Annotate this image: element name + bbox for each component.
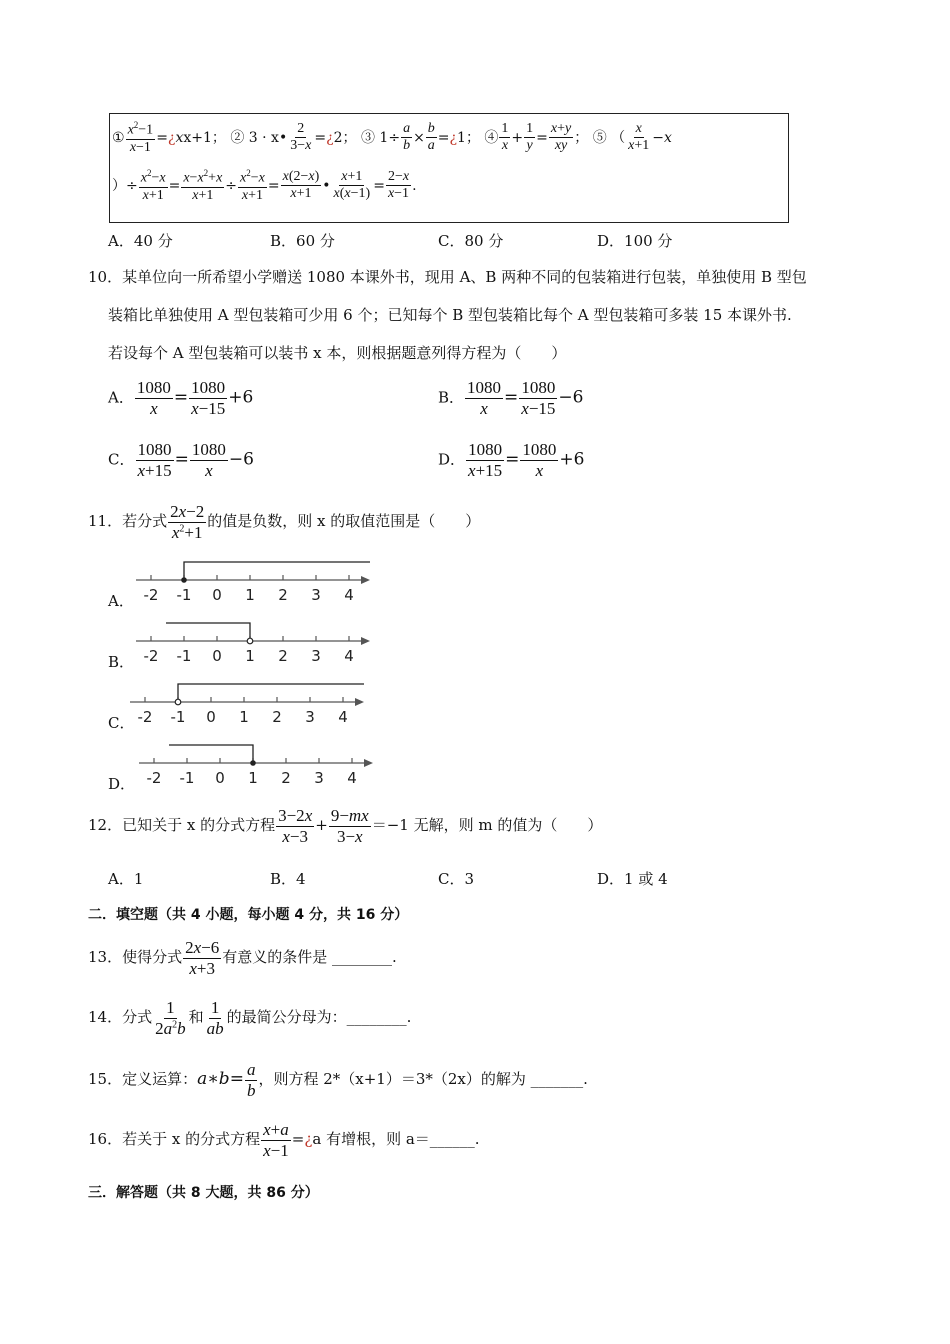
q10-line2: 装箱比单独使用 A 型包装箱可少用 6 个；已知每个 B 型包装箱比每个 A 型包装箱可多装 15 本课外书. bbox=[108, 306, 792, 324]
q9-option-b[interactable]: B．60 分 bbox=[270, 232, 335, 250]
q13: 13．使得分式 $\frac{2x-6}{x+3}$ 有意义的条件是 ________. bbox=[88, 938, 397, 978]
q9-option-a[interactable]: A．40 分 bbox=[108, 232, 173, 250]
tick-label: 1 bbox=[248, 769, 258, 787]
tick-label: 0 bbox=[215, 769, 225, 787]
tick-label: 4 bbox=[347, 769, 357, 787]
q10-option-a[interactable]: A． $\frac{1080}{x}$ = $\frac{1080}{x-15}$ +6 bbox=[108, 378, 254, 418]
q9-option-d[interactable]: D．100 分 bbox=[597, 232, 673, 250]
section-answer-heading: 三．解答题（共 8 大题，共 86 分） bbox=[88, 1185, 319, 1201]
q10-option-d[interactable]: D． $\frac{1080}{x+15}$ = $\frac{1080}{x}$ +6 bbox=[438, 440, 585, 480]
tick-label: 1 bbox=[239, 708, 249, 726]
q14: 14．分式 $\frac{1}{2a^2b}$ 和 $\frac{1}{ab}$ 的最简公分母为：________. bbox=[88, 998, 412, 1038]
q10-option-b[interactable]: B． $\frac{1080}{x}$ = $\frac{1080}{x-15}$ −6 bbox=[438, 378, 584, 418]
tick-label: -1 bbox=[176, 586, 192, 604]
tick-label: 2 bbox=[272, 708, 282, 726]
q12-option-c[interactable]: C．3 bbox=[438, 870, 475, 888]
tick-label: -1 bbox=[176, 647, 192, 665]
q11-numberline-c bbox=[124, 680, 374, 730]
q9-box-line1: ① $\frac{x^2-1}{x-1}$ =¿xx+1； ② 3 · x• $\frac{2}{3-x}$ =¿2； ③ 1÷ $\frac{a}{b}$ × $\frac{b}{a}$ =¿1； ④ $\frac{1}{x}$ + $\frac{1}{y}$ = $\frac{x+y}{xy}$ ； ⑤ （ $\frac{x}{x+1}$ −x bbox=[112, 120, 672, 155]
q12-stem: 12．已知关于 x 的分式方程 $\frac{3-2x}{x-3}$ + $\frac{9-mx}{3-x}$ ＝−1 无解，则 m 的值为（ ） bbox=[88, 806, 603, 846]
q11-stem: 11．若分式 $\frac{2x-2}{x^2+1}$ 的值是负数，则 x 的取值范围是（ ） bbox=[88, 502, 481, 542]
q16: 16．若关于 x 的分式方程 $\frac{x+a}{x-1}$ =¿a 有增根，则 a＝______. bbox=[88, 1120, 480, 1160]
tick-label: 3 bbox=[311, 586, 321, 604]
tick-label: 3 bbox=[314, 769, 324, 787]
q12-option-a[interactable]: A．1 bbox=[108, 870, 144, 888]
q11-numberline-d bbox=[133, 741, 383, 791]
q9-option-c[interactable]: C．80 分 bbox=[438, 232, 504, 250]
tick-label: 3 bbox=[305, 708, 315, 726]
tick-label: 0 bbox=[212, 647, 222, 665]
q11-numberline-a bbox=[130, 558, 380, 608]
q9-box-line2: ）÷ $\frac{x^2-x}{x+1}$ = $\frac{x-x^2+x}{x+1}$ ÷ $\frac{x^2-x}{x+1}$ = $\frac{x(2-x)}{x+1}$ • $\frac{x+1}{x(x-1)}$ = $\frac{2-x}{x-1}$ . bbox=[112, 168, 417, 203]
tick-label: 4 bbox=[344, 647, 354, 665]
tick-label: 2 bbox=[278, 586, 288, 604]
tick-label: -2 bbox=[137, 708, 153, 726]
q11-label-c[interactable]: C． bbox=[108, 714, 135, 732]
tick-label: 0 bbox=[212, 586, 222, 604]
q11-numberline-b bbox=[130, 619, 380, 669]
q15: 15．定义运算：a∗b= $\frac{a}{b}$ ，则方程 2*（x+1）＝3*（2x）的解为 _______. bbox=[88, 1060, 588, 1100]
q10-option-c[interactable]: C． $\frac{1080}{x+15}$ = $\frac{1080}{x}$ −6 bbox=[108, 440, 254, 480]
q11-label-a[interactable]: A． bbox=[108, 592, 134, 610]
tick-label: 0 bbox=[206, 708, 216, 726]
tick-label: 1 bbox=[245, 647, 255, 665]
q11-label-d[interactable]: D． bbox=[108, 775, 136, 793]
q11-label-b[interactable]: B． bbox=[108, 653, 135, 671]
tick-label: -2 bbox=[146, 769, 162, 787]
tick-label: -1 bbox=[179, 769, 195, 787]
tick-label: -2 bbox=[143, 647, 159, 665]
q12-option-b[interactable]: B．4 bbox=[270, 870, 306, 888]
q10-line3: 若设每个 A 型包装箱可以装书 x 本，则根据题意列得方程为（ ） bbox=[108, 344, 567, 362]
tick-label: -1 bbox=[170, 708, 186, 726]
tick-label: 2 bbox=[281, 769, 291, 787]
tick-label: -2 bbox=[143, 586, 159, 604]
tick-label: 4 bbox=[344, 586, 354, 604]
section-fill-in-heading: 二．填空题（共 4 小题，每小题 4 分，共 16 分） bbox=[88, 907, 409, 923]
tick-label: 2 bbox=[278, 647, 288, 665]
tick-label: 1 bbox=[245, 586, 255, 604]
tick-label: 4 bbox=[338, 708, 348, 726]
q10-line1: 10．某单位向一所希望小学赠送 1080 本课外书，现用 A、B 两种不同的包装箱进行包装，单独使用 B 型包 bbox=[88, 268, 807, 286]
q12-option-d[interactable]: D．1 或 4 bbox=[597, 870, 668, 888]
tick-label: 3 bbox=[311, 647, 321, 665]
